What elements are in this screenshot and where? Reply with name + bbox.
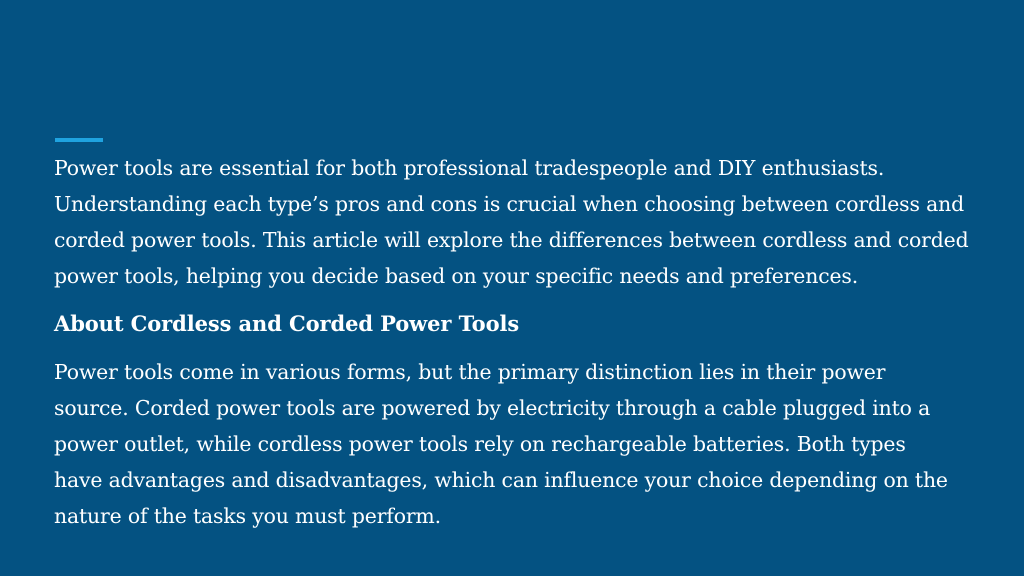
intro-paragraph: Power tools are essential for both professional tradespeople and DIY enthusiasts. Understanding each type’s pros and cons is crucial when choosing between cordless and corded power tools. This article will explore the differences between cordless and corded power tools, helping you decide based on your specific needs and preferences. xyxy=(54,156,969,288)
slide-content xyxy=(54,150,994,534)
section-heading: About Cordless and Corded Power Tools xyxy=(54,311,520,336)
section-paragraph: Power tools come in various forms, but the primary distinction lies in their power source. Corded power tools are powered by electricity through a cable plugged into a power outlet, while cordless power tools rely on rechargeable batteries. Both types have advantages and disadvantages, which can influence your choice depending on the nature of the tasks you must perform. xyxy=(54,360,948,528)
accent-bar xyxy=(55,138,103,142)
